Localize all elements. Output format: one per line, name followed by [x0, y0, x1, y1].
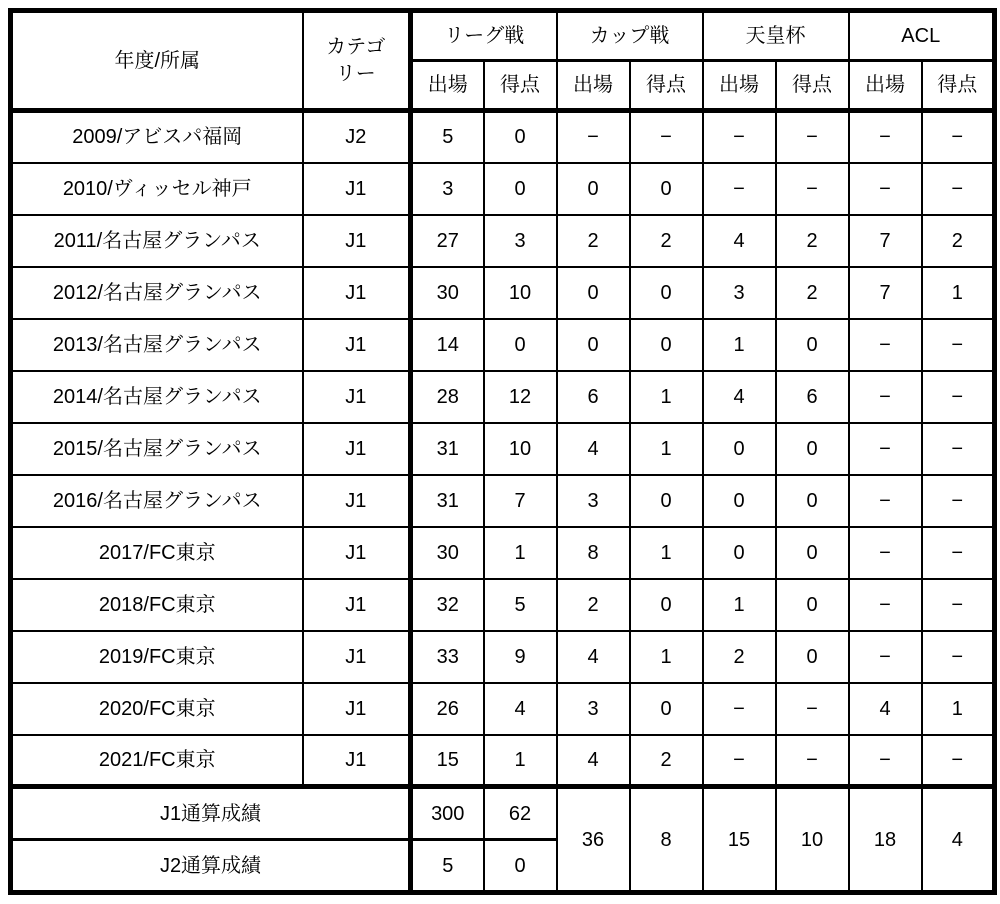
stat-cell: 0 — [703, 475, 776, 527]
header-group-league: リーグ戦 — [411, 11, 557, 61]
totals-j1-league-goals: 62 — [484, 787, 557, 840]
stat-cell: − — [630, 111, 703, 163]
stat-cell: − — [849, 111, 922, 163]
year-club-cell: 2015/名古屋グランパス — [11, 423, 303, 475]
stat-cell: 4 — [484, 683, 557, 735]
table-row — [11, 683, 995, 735]
header-league-apps: 出場 — [411, 61, 484, 111]
stat-cell: 0 — [484, 163, 557, 215]
stat-cell: 30 — [411, 527, 484, 579]
table-row — [11, 319, 995, 371]
totals-j2-league-apps: 5 — [411, 840, 484, 893]
category-cell: J1 — [303, 215, 411, 267]
header-cup-apps: 出場 — [557, 61, 630, 111]
stat-cell: 10 — [484, 267, 557, 319]
stat-cell: 14 — [411, 319, 484, 371]
stat-cell: 0 — [776, 423, 849, 475]
stat-cell: 0 — [630, 163, 703, 215]
totals-acl-apps: 18 — [849, 787, 922, 893]
stat-cell: 0 — [776, 475, 849, 527]
stat-cell: 0 — [557, 267, 630, 319]
table-row — [11, 267, 995, 319]
stat-cell: 4 — [557, 735, 630, 787]
stat-cell: 0 — [484, 111, 557, 163]
totals-j1-league-apps: 300 — [411, 787, 484, 840]
stat-cell: 27 — [411, 215, 484, 267]
stat-cell: − — [849, 631, 922, 683]
stat-cell: 4 — [557, 631, 630, 683]
table-row — [11, 371, 995, 423]
season-rows — [11, 111, 995, 787]
stat-cell: 4 — [703, 215, 776, 267]
header-group-acl: ACL — [849, 11, 995, 61]
year-club-cell: 2018/FC東京 — [11, 579, 303, 631]
stat-cell: − — [849, 579, 922, 631]
totals-section — [11, 787, 995, 893]
stat-cell: − — [922, 163, 995, 215]
header-category-label: カテゴリー — [326, 35, 386, 85]
stat-cell: 1 — [703, 579, 776, 631]
totals-cup-apps: 36 — [557, 787, 630, 893]
category-cell: J2 — [303, 111, 411, 163]
stat-cell: 2 — [557, 215, 630, 267]
year-club-cell: 2009/アビスパ福岡 — [11, 111, 303, 163]
totals-j1-label: J1通算成績 — [11, 787, 411, 840]
year-club-cell: 2011/名古屋グランパス — [11, 215, 303, 267]
year-club-cell: 2020/FC東京 — [11, 683, 303, 735]
stat-cell: 4 — [703, 371, 776, 423]
stat-cell: 4 — [849, 683, 922, 735]
totals-acl-goals: 4 — [922, 787, 995, 893]
stat-cell: − — [922, 371, 995, 423]
header-group-row — [11, 11, 995, 61]
table-row — [11, 579, 995, 631]
header-cup-goals: 得点 — [630, 61, 703, 111]
stat-cell: − — [776, 163, 849, 215]
stat-cell: 7 — [849, 267, 922, 319]
stat-cell: 0 — [776, 579, 849, 631]
header-acl-goals: 得点 — [922, 61, 995, 111]
table-row — [11, 111, 995, 163]
category-cell: J1 — [303, 163, 411, 215]
stat-cell: 1 — [630, 371, 703, 423]
stat-cell: 0 — [557, 319, 630, 371]
year-club-cell: 2014/名古屋グランパス — [11, 371, 303, 423]
stat-cell: − — [703, 163, 776, 215]
stat-cell: 0 — [484, 319, 557, 371]
totals-emperors-cup-goals: 10 — [776, 787, 849, 893]
stat-cell: − — [922, 631, 995, 683]
totals-emperors-cup-apps: 15 — [703, 787, 776, 893]
header-year-club: 年度/所属 — [11, 11, 303, 111]
stat-cell: − — [703, 111, 776, 163]
stat-cell: 0 — [703, 423, 776, 475]
stat-cell: 5 — [411, 111, 484, 163]
stat-cell: 0 — [630, 683, 703, 735]
stat-cell: 1 — [630, 423, 703, 475]
stat-cell: − — [922, 475, 995, 527]
stat-cell: 2 — [630, 735, 703, 787]
totals-j2-label: J2通算成績 — [11, 840, 411, 893]
stat-cell: − — [849, 319, 922, 371]
stat-cell: 0 — [776, 631, 849, 683]
stat-cell: 3 — [484, 215, 557, 267]
stat-cell: 2 — [922, 215, 995, 267]
stat-cell: 31 — [411, 423, 484, 475]
stat-cell: 2 — [776, 215, 849, 267]
year-club-cell: 2021/FC東京 — [11, 735, 303, 787]
stat-cell: 6 — [557, 371, 630, 423]
stat-cell: − — [849, 475, 922, 527]
stat-cell: 30 — [411, 267, 484, 319]
stat-cell: 2 — [557, 579, 630, 631]
stat-cell: 3 — [557, 683, 630, 735]
stat-cell: 0 — [703, 527, 776, 579]
stat-cell: − — [703, 683, 776, 735]
header-acl-apps: 出場 — [849, 61, 922, 111]
year-club-cell: 2010/ヴィッセル神戸 — [11, 163, 303, 215]
stat-cell: 3 — [557, 475, 630, 527]
stat-cell: 15 — [411, 735, 484, 787]
category-cell: J1 — [303, 579, 411, 631]
stat-cell: 0 — [557, 163, 630, 215]
stat-cell: 1 — [922, 683, 995, 735]
stat-cell: 10 — [484, 423, 557, 475]
stat-cell: 31 — [411, 475, 484, 527]
table-row — [11, 423, 995, 475]
stat-cell: 3 — [411, 163, 484, 215]
year-club-cell: 2013/名古屋グランパス — [11, 319, 303, 371]
stat-cell: 28 — [411, 371, 484, 423]
stat-cell: − — [922, 735, 995, 787]
stat-cell: 0 — [630, 475, 703, 527]
stat-cell: 1 — [630, 527, 703, 579]
stat-cell: − — [849, 423, 922, 475]
stat-cell: 4 — [557, 423, 630, 475]
stat-cell: 0 — [630, 267, 703, 319]
table-row — [11, 527, 995, 579]
stat-cell: 6 — [776, 371, 849, 423]
header-emperors-cup-goals: 得点 — [776, 61, 849, 111]
stat-cell: 1 — [484, 527, 557, 579]
category-cell: J1 — [303, 319, 411, 371]
stat-cell: 3 — [703, 267, 776, 319]
table-row — [11, 735, 995, 787]
stat-cell: − — [849, 371, 922, 423]
stat-cell: 1 — [630, 631, 703, 683]
stat-cell: 1 — [484, 735, 557, 787]
stat-cell: − — [922, 579, 995, 631]
year-club-cell: 2016/名古屋グランパス — [11, 475, 303, 527]
stat-cell: − — [776, 735, 849, 787]
header-category — [303, 11, 411, 111]
stat-cell: − — [849, 527, 922, 579]
header-group-emperors-cup: 天皇杯 — [703, 11, 849, 61]
stat-cell: 2 — [630, 215, 703, 267]
stat-cell: 0 — [776, 319, 849, 371]
category-cell: J1 — [303, 631, 411, 683]
stat-cell: 8 — [557, 527, 630, 579]
stat-cell: 0 — [776, 527, 849, 579]
year-club-cell: 2012/名古屋グランパス — [11, 267, 303, 319]
year-club-cell: 2017/FC東京 — [11, 527, 303, 579]
table-header — [11, 11, 995, 111]
stat-cell: − — [922, 319, 995, 371]
totals-cup-goals: 8 — [630, 787, 703, 893]
year-club-cell: 2019/FC東京 — [11, 631, 303, 683]
stat-cell: − — [922, 111, 995, 163]
header-emperors-cup-apps: 出場 — [703, 61, 776, 111]
stat-cell: 9 — [484, 631, 557, 683]
table-row — [11, 475, 995, 527]
stat-cell: − — [849, 735, 922, 787]
totals-j2-league-goals: 0 — [484, 840, 557, 893]
stat-cell: − — [703, 735, 776, 787]
header-league-goals: 得点 — [484, 61, 557, 111]
header-group-cup: カップ戦 — [557, 11, 703, 61]
stat-cell: − — [557, 111, 630, 163]
stat-cell: 2 — [703, 631, 776, 683]
stat-cell: 7 — [484, 475, 557, 527]
stat-cell: − — [776, 111, 849, 163]
stat-cell: 2 — [776, 267, 849, 319]
table-row — [11, 631, 995, 683]
stat-cell: 5 — [484, 579, 557, 631]
stat-cell: 0 — [630, 579, 703, 631]
stat-cell: 0 — [630, 319, 703, 371]
stat-cell: 33 — [411, 631, 484, 683]
category-cell: J1 — [303, 475, 411, 527]
stat-cell: 32 — [411, 579, 484, 631]
category-cell: J1 — [303, 423, 411, 475]
stat-cell: − — [849, 163, 922, 215]
totals-row-j1 — [11, 787, 995, 840]
stat-cell: − — [922, 527, 995, 579]
table-row — [11, 215, 995, 267]
category-cell: J1 — [303, 371, 411, 423]
category-cell: J1 — [303, 267, 411, 319]
stat-cell: 1 — [922, 267, 995, 319]
stat-cell: 26 — [411, 683, 484, 735]
stat-cell: − — [776, 683, 849, 735]
career-stats-table — [8, 8, 997, 895]
category-cell: J1 — [303, 683, 411, 735]
stat-cell: − — [922, 423, 995, 475]
stat-cell: 1 — [703, 319, 776, 371]
category-cell: J1 — [303, 527, 411, 579]
stat-cell: 12 — [484, 371, 557, 423]
stat-cell: 7 — [849, 215, 922, 267]
table-row — [11, 163, 995, 215]
category-cell: J1 — [303, 735, 411, 787]
